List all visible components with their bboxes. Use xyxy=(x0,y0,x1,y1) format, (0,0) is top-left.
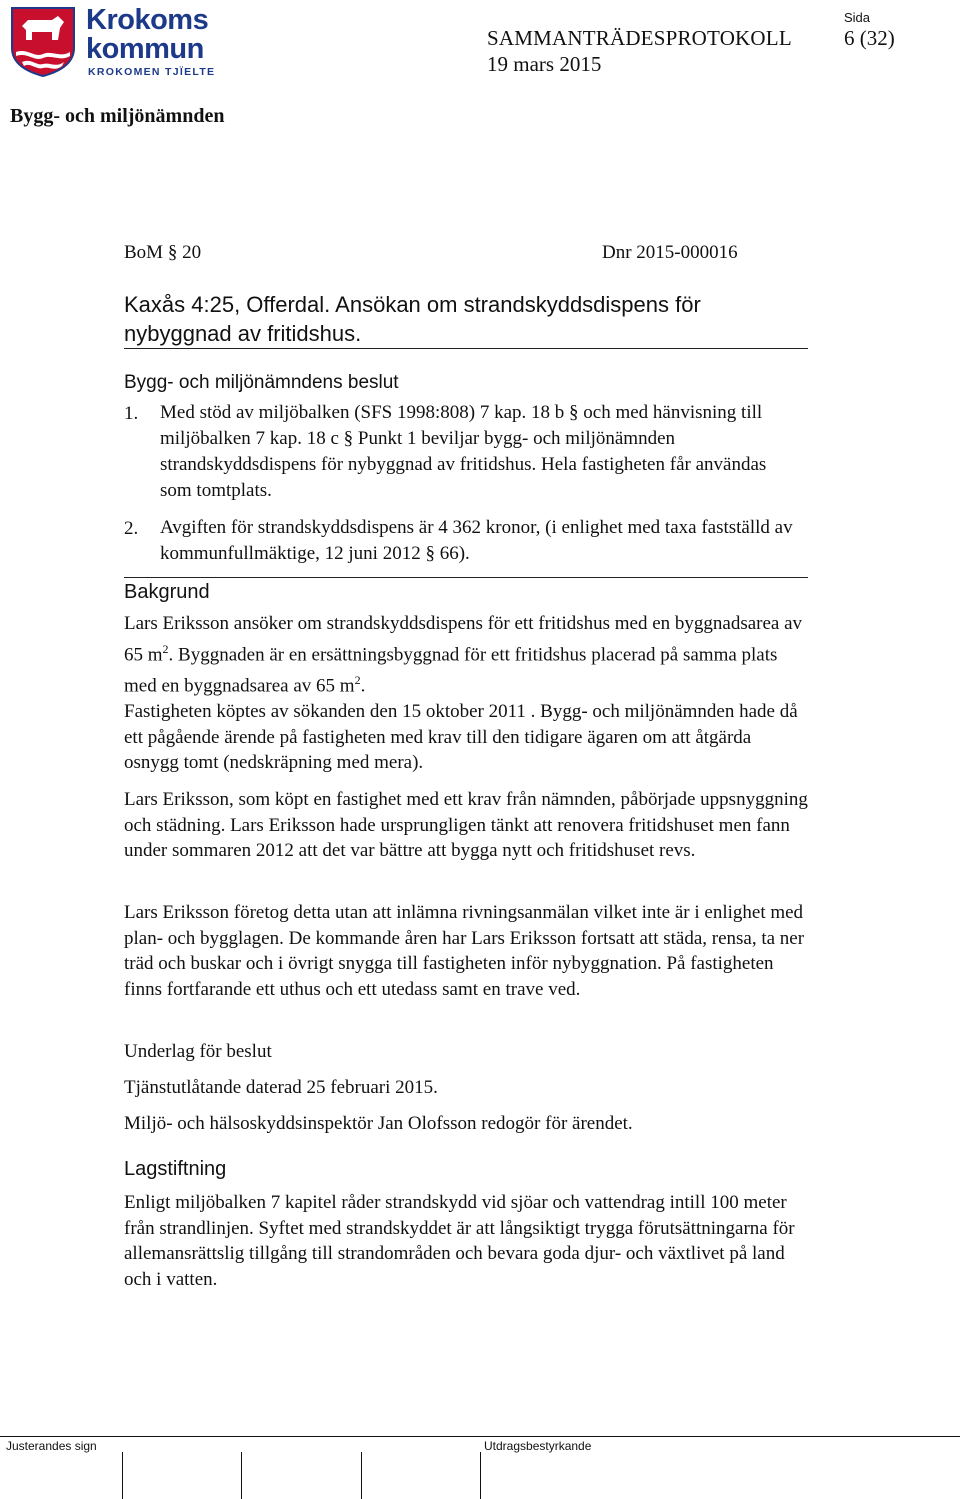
background-title: Bakgrund xyxy=(124,581,210,603)
decision-item-number: 1. xyxy=(124,403,139,424)
diary-number: Dnr 2015-000016 xyxy=(602,242,738,263)
coat-of-arms-icon xyxy=(8,4,78,78)
signature-box-divider xyxy=(480,1452,481,1499)
krokoms-kommun-logo xyxy=(8,2,228,82)
meeting-date: 19 mars 2015 xyxy=(487,52,602,76)
background-paragraph-2: Fastigheten köptes av sökanden den 15 oktober 2011 . Bygg- och miljönämnden hade då ett pågående ärende på fastigheten med krav till den tidigare ägaren om att åtgärda osnygg tomt (nedskräpning med mera). xyxy=(124,701,798,774)
case-heading: Kaxås 4:25, Offerdal. Ansökan om strandskyddsdispens för nybyggnad av fritidshus. xyxy=(124,292,701,346)
committee-name: Bygg- och miljönämnden xyxy=(10,105,225,127)
paragraph-text: . Byggnaden är en ersättningsbyggnad för ett fritidshus placerad på samma plats med en byggnadsarea av 65 m xyxy=(124,644,778,697)
document-title: SAMMANTRÄDESPROTOKOLL xyxy=(487,26,792,50)
signature-box-divider xyxy=(122,1452,123,1499)
paragraph-text: . xyxy=(360,675,366,697)
basis-title: Underlag för beslut xyxy=(124,1041,272,1062)
superscript: 2 xyxy=(162,641,169,656)
law-paragraph: Enligt miljöbalken 7 kapitel råder strandskydd vid sjöar och vattendrag intill 100 meter från strandlinjen. Syftet med strandskyddet är att långsiktigt trygga förutsättningarna för allemansrättslig tillgång till strandområden och bevara goda djur- och växtlivet på land och i vatten. xyxy=(124,1192,795,1291)
law-title: Lagstiftning xyxy=(124,1158,227,1180)
signature-box-divider xyxy=(241,1452,242,1499)
logo-name-line1: Krokoms xyxy=(86,4,209,36)
extract-label: Utdragsbestyrkande xyxy=(484,1439,592,1453)
decision-item-text: Med stöd av miljöbalken (SFS 1998:808) 7 kap. 18 b § och med hänvisning till miljöbalken 7 kap. 18 c § Punkt 1 beviljar bygg- och miljönämnden strandskyddsdispens för nybyggnad av fritidshus. Hela fastigheten får användas som tomtplats. xyxy=(160,402,767,501)
decision-title: Bygg- och miljönämndens beslut xyxy=(124,372,399,393)
page-number: 6 (32) xyxy=(844,26,895,50)
footer-divider xyxy=(0,1436,960,1437)
basis-line-1: Tjänstutlåtande daterad 25 februari 2015. xyxy=(124,1077,438,1098)
decision-item-number: 2. xyxy=(124,518,139,539)
logo-name-line2: kommun xyxy=(86,33,204,65)
case-reference: BoM § 20 xyxy=(124,242,202,263)
background-paragraph-1 xyxy=(124,611,808,699)
divider xyxy=(124,348,808,349)
basis-line-2: Miljö- och hälsoskyddsinspektör Jan Olofsson redogör för ärendet. xyxy=(124,1113,633,1134)
paragraph-text: Lars Eriksson ansöker om strandskyddsdispens för ett fritidshus med en byggnadsarea av 65 m xyxy=(124,613,803,666)
decision-item-text: Avgiften för strandskyddsdispens är 4 362 kronor, (i enlighet med taxa fastställd av kommunfullmäktige, 12 juni 2012 § 66). xyxy=(160,517,793,564)
signature-box-divider xyxy=(361,1452,362,1499)
background-paragraph-3: Lars Eriksson, som köpt en fastighet med ett krav från nämnden, påbörjade uppsnyggning och städning. Lars Eriksson hade ursprungligen tänkt att renovera fritidshuset men fann under sommaren 2012 att det var bättre att bygga nytt och fritidshuset revs. xyxy=(124,789,808,862)
page-label: Sida xyxy=(844,10,871,25)
background-paragraph-4: Lars Eriksson företog detta utan att inlämna rivningsanmälan vilket inte är i enlighet med plan- och bygglagen. De kommande åren har Lars Eriksson fortsatt att städa, rensa, ta ner träd och buskar och i övrigt snygga till fastigheten inför nybyggnation. På fastigheten finns fortfarande ett uthus och ett utedass samt en trave ved. xyxy=(124,902,805,1001)
superscript: 2 xyxy=(354,672,361,687)
sign-label: Justerandes sign xyxy=(6,1439,97,1453)
divider xyxy=(124,577,808,578)
logo-subtitle: KROKOMEN TJÏELTE xyxy=(88,66,216,78)
